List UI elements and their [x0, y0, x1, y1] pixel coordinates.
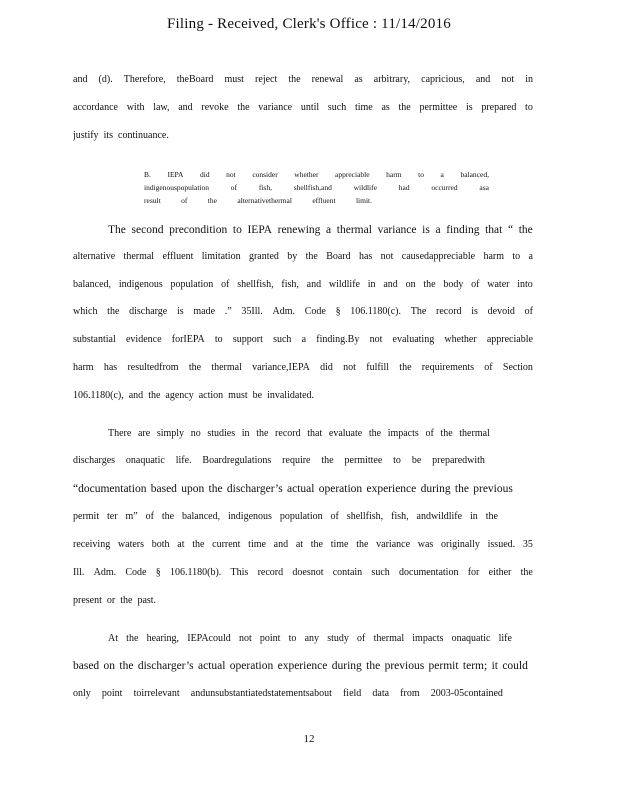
word: continuance. — [118, 130, 169, 141]
text-line — [73, 306, 533, 317]
word: a — [435, 224, 441, 236]
text-line — [73, 567, 533, 578]
word: impacts — [412, 633, 444, 644]
word: 35 — [522, 539, 533, 550]
word: the — [107, 306, 120, 317]
word: require — [282, 455, 311, 466]
word: the — [356, 539, 369, 550]
word: “documentation — [73, 483, 147, 495]
word: permit — [73, 511, 100, 522]
word: it — [491, 660, 498, 672]
word: effluent — [312, 196, 336, 205]
word: study — [327, 633, 349, 644]
word: evaluating — [392, 334, 435, 345]
word: based — [150, 483, 177, 495]
word: capricious, — [421, 74, 465, 85]
word: of — [524, 306, 533, 317]
word: theBoard — [176, 74, 214, 85]
word: experience — [277, 660, 328, 672]
word: not — [380, 251, 394, 262]
text-line — [108, 428, 490, 439]
word: to — [232, 224, 242, 236]
word: of — [230, 183, 238, 192]
text-line — [73, 102, 533, 113]
word: made — [193, 306, 216, 317]
text-line — [73, 660, 528, 672]
word: evidence — [125, 334, 162, 345]
word: law, — [153, 102, 170, 113]
text-line — [73, 251, 533, 262]
word: until — [300, 102, 320, 113]
word: variance,IEPA — [252, 362, 310, 373]
word: “ — [507, 224, 514, 236]
word: time — [248, 539, 266, 550]
word: Code — [304, 306, 326, 317]
word: 35Ill. — [241, 306, 263, 317]
word: to — [525, 102, 533, 113]
word: of — [145, 511, 154, 522]
word: the — [398, 102, 411, 113]
word: Section — [502, 362, 533, 373]
word: such — [327, 102, 347, 113]
section-heading-line — [144, 183, 489, 192]
word: balanced, — [73, 279, 112, 290]
text-line — [73, 455, 485, 466]
word: both — [151, 539, 170, 550]
word: issued. — [487, 539, 516, 550]
word: of — [425, 428, 434, 439]
word: alternative — [73, 251, 116, 262]
word: had — [398, 183, 410, 192]
word: support — [232, 334, 263, 345]
word: fish, — [391, 511, 409, 522]
word: hearing, — [146, 633, 180, 644]
text-line — [73, 390, 533, 401]
word: Adm. — [93, 567, 117, 578]
word: the — [518, 224, 533, 236]
word: from — [400, 688, 420, 699]
word: time — [354, 102, 373, 113]
word: justify — [73, 130, 99, 141]
word: variance — [258, 102, 293, 113]
word: past. — [137, 595, 157, 606]
word: not — [501, 74, 515, 85]
word: must — [228, 390, 248, 401]
word: life. — [175, 455, 192, 466]
word: not — [343, 362, 356, 373]
word: consider — [252, 170, 278, 179]
word: occurred — [431, 183, 458, 192]
word: record — [275, 428, 301, 439]
word: on — [103, 660, 116, 672]
word: resultedfrom — [127, 362, 179, 373]
word: based — [73, 660, 100, 672]
word: and — [306, 279, 322, 290]
word: limit. — [355, 196, 372, 205]
word: thermal — [336, 224, 372, 236]
word: Therefore, — [123, 74, 166, 85]
word: are — [137, 428, 151, 439]
word: as — [381, 102, 390, 113]
word: fish, — [281, 279, 299, 290]
word: and — [178, 102, 193, 113]
word: simply — [156, 428, 185, 439]
word: operation — [318, 483, 363, 495]
word: andwildlife — [416, 511, 463, 522]
word: the — [237, 102, 250, 113]
word: the — [192, 539, 205, 550]
word: is — [422, 224, 430, 236]
word: actual — [286, 483, 315, 495]
word: Boardregulations — [202, 455, 272, 466]
word: data — [372, 688, 390, 699]
word: discharges — [73, 455, 116, 466]
word: field — [342, 688, 362, 699]
word: requirements — [421, 362, 474, 373]
word: previous — [384, 660, 425, 672]
word: wildlife — [353, 183, 377, 192]
text-line — [108, 633, 512, 644]
word: IEPA — [247, 224, 272, 236]
word: devoid — [487, 306, 515, 317]
word: not — [226, 170, 236, 179]
word: time — [330, 539, 349, 550]
word: the — [368, 428, 382, 439]
word: substantial — [73, 334, 116, 345]
word: fish, — [258, 183, 272, 192]
word: with — [126, 102, 145, 113]
word: in — [470, 511, 478, 522]
word: operation — [229, 660, 274, 672]
word: a — [528, 251, 533, 262]
word: the — [423, 279, 436, 290]
word: thermal — [459, 428, 490, 439]
word: and — [273, 539, 289, 550]
word: that — [307, 428, 323, 439]
word: studies — [207, 428, 236, 439]
word: must — [224, 74, 244, 85]
text-line — [73, 688, 503, 699]
word: .” — [224, 306, 232, 317]
word: is — [465, 102, 473, 113]
word: during — [331, 660, 362, 672]
word: discharge — [129, 306, 168, 317]
word: finding — [446, 224, 480, 236]
word: There — [108, 428, 132, 439]
word: arbitrary, — [373, 74, 411, 85]
word: onaquatic — [451, 633, 491, 644]
word: Ill. — [73, 567, 85, 578]
word: not — [238, 633, 252, 644]
word: permittee — [344, 455, 383, 466]
word: the — [148, 390, 161, 401]
word: wildlife — [328, 279, 360, 290]
word: whether — [294, 170, 319, 179]
word: indigenouspopulation — [144, 183, 209, 192]
word: be — [252, 390, 263, 401]
word: indigenous — [118, 279, 163, 290]
word: ter — [107, 511, 118, 522]
word: water — [487, 279, 510, 290]
filing-stamp-header: Filing - Received, Clerk's Office : 11/14/2016 — [167, 16, 451, 32]
word: fulfill — [366, 362, 390, 373]
word: balanced, — [460, 170, 489, 179]
word: is — [176, 306, 184, 317]
word: reject — [255, 74, 278, 85]
word: the — [207, 196, 217, 205]
word: shellfish,and — [293, 183, 332, 192]
word: to — [418, 170, 424, 179]
word: the — [288, 74, 301, 85]
text-line — [73, 130, 533, 141]
page-number: 12 — [303, 733, 315, 745]
word: did — [320, 362, 333, 373]
text-line — [73, 483, 513, 495]
word: asa — [479, 183, 489, 192]
word: upon — [181, 483, 205, 495]
word: renewing — [277, 224, 321, 236]
word: was — [417, 539, 434, 550]
word: in — [525, 74, 533, 85]
word: the — [120, 595, 133, 606]
word: § — [335, 306, 341, 317]
word: at — [295, 539, 304, 550]
word: the — [126, 633, 139, 644]
word: point — [101, 688, 123, 699]
word: B. — [144, 170, 151, 179]
text-line — [73, 362, 533, 373]
word: forIEPA — [171, 334, 205, 345]
word: did — [200, 170, 210, 179]
word: 106.1180(b). — [170, 567, 222, 578]
text-line — [73, 279, 533, 290]
word: record — [257, 567, 284, 578]
word: harm — [386, 170, 402, 179]
word: the — [305, 251, 318, 262]
word: causedappreciable — [401, 251, 476, 262]
section-heading-line — [144, 196, 384, 205]
word: shellfish, — [237, 279, 274, 290]
word: Adm. — [272, 306, 296, 317]
text-line — [73, 334, 533, 345]
word: the — [310, 539, 323, 550]
word: body — [443, 279, 464, 290]
section-heading-line — [144, 170, 489, 179]
word: to — [512, 251, 521, 262]
word: the — [188, 362, 202, 373]
word: thermal — [373, 633, 405, 644]
word: of — [357, 633, 366, 644]
word: action — [198, 390, 224, 401]
word: previous — [473, 483, 513, 495]
word: any — [304, 633, 320, 644]
word: The — [410, 306, 427, 317]
word: waters — [117, 539, 145, 550]
word: granted — [248, 251, 279, 262]
word: preparedwith — [432, 455, 485, 466]
word: impacts — [387, 428, 419, 439]
word: accordance — [73, 102, 118, 113]
word: the — [399, 362, 412, 373]
word: appreciable — [486, 334, 533, 345]
word: onaquatic — [125, 455, 165, 466]
word: prepared — [481, 102, 517, 113]
word: The — [108, 224, 126, 236]
word: the — [440, 428, 453, 439]
word: and — [128, 390, 144, 401]
word: to — [214, 334, 223, 345]
word: discharger’s — [226, 483, 283, 495]
word: alternativethermal — [237, 196, 292, 205]
word: the — [321, 455, 334, 466]
text-line — [73, 511, 498, 522]
word: variance — [376, 539, 411, 550]
word: such — [371, 567, 390, 578]
word: population — [279, 511, 323, 522]
word: thermal — [211, 362, 242, 373]
word: population — [170, 279, 214, 290]
text-line — [108, 224, 533, 236]
word: not — [369, 334, 383, 345]
word: of — [484, 362, 493, 373]
word: in — [241, 428, 250, 439]
word: andunsubstantiatedstatementsabout — [190, 688, 332, 699]
word: for — [467, 567, 480, 578]
word: invalidated. — [267, 390, 315, 401]
word: has — [103, 362, 118, 373]
word: effluent — [162, 251, 194, 262]
word: shellfish, — [346, 511, 384, 522]
word: precondition — [169, 224, 228, 236]
word: only — [73, 688, 91, 699]
word: indigenous — [228, 511, 272, 522]
word: This — [230, 567, 249, 578]
word: result — [144, 196, 161, 205]
word: no — [190, 428, 201, 439]
word: doesnot — [292, 567, 324, 578]
word: contain — [332, 567, 363, 578]
word: to — [393, 455, 401, 466]
word: the — [256, 428, 269, 439]
word: receiving — [73, 539, 111, 550]
word: the — [366, 660, 381, 672]
word: 106.1180(c), — [73, 390, 124, 401]
word: Board — [326, 251, 351, 262]
word: its — [103, 130, 114, 141]
text-line — [73, 74, 533, 85]
word: Code — [125, 567, 147, 578]
word: during — [420, 483, 451, 495]
word: has — [358, 251, 373, 262]
word: evaluate — [328, 428, 363, 439]
word: at — [177, 539, 185, 550]
word: the — [485, 511, 498, 522]
text-line — [73, 539, 533, 550]
word: whether — [444, 334, 477, 345]
word: be — [411, 455, 422, 466]
word: of — [181, 196, 188, 205]
word: or — [106, 595, 116, 606]
word: which — [73, 306, 98, 317]
word: appreciable — [335, 170, 370, 179]
word: a — [326, 224, 332, 236]
word: m” — [125, 511, 138, 522]
text-line — [73, 595, 533, 606]
word: and — [73, 74, 88, 85]
word: and — [383, 279, 398, 290]
word: second — [131, 224, 164, 236]
word: At — [108, 633, 118, 644]
word: into — [517, 279, 533, 290]
word: that — [485, 224, 503, 236]
word: § — [155, 567, 161, 578]
word: 2003-05contained — [430, 688, 503, 699]
word: a — [301, 334, 307, 345]
word: IEPA — [167, 170, 184, 179]
word: in — [367, 279, 376, 290]
word: harm — [483, 251, 504, 262]
word: life — [498, 633, 512, 644]
word: renewal — [311, 74, 344, 85]
word: discharger’s — [137, 660, 194, 672]
word: and — [475, 74, 491, 85]
word: record — [436, 306, 462, 317]
word: IEPAcould — [187, 633, 231, 644]
word: agency — [165, 390, 194, 401]
word: limitation — [201, 251, 241, 262]
word: the — [520, 567, 533, 578]
word: thermal — [123, 251, 155, 262]
word: finding.By — [316, 334, 360, 345]
word: the — [161, 511, 175, 522]
word: harm — [73, 362, 94, 373]
word: on — [405, 279, 416, 290]
word: experience — [366, 483, 417, 495]
word: documentation — [399, 567, 459, 578]
word: point — [259, 633, 281, 644]
word: revoke — [201, 102, 229, 113]
word: present — [73, 595, 102, 606]
word: such — [273, 334, 292, 345]
word: of — [471, 279, 480, 290]
word: permittee — [419, 102, 458, 113]
word: is — [471, 306, 478, 317]
word: by — [287, 251, 298, 262]
word: of — [330, 511, 339, 522]
word: either — [488, 567, 512, 578]
word: a — [440, 170, 444, 179]
word: actual — [197, 660, 226, 672]
word: (d). — [98, 74, 113, 85]
word: as — [354, 74, 363, 85]
word: toirrelevant — [133, 688, 180, 699]
word: to — [288, 633, 297, 644]
word: could — [502, 660, 528, 672]
word: of — [221, 279, 230, 290]
word: term; — [462, 660, 488, 672]
word: 106.1180(c). — [350, 306, 402, 317]
word: the — [208, 483, 223, 495]
word: permit — [428, 660, 459, 672]
word: originally — [441, 539, 480, 550]
word: balanced, — [182, 511, 221, 522]
word: current — [212, 539, 241, 550]
word: the — [454, 483, 469, 495]
word: variance — [377, 224, 417, 236]
word: the — [119, 660, 134, 672]
